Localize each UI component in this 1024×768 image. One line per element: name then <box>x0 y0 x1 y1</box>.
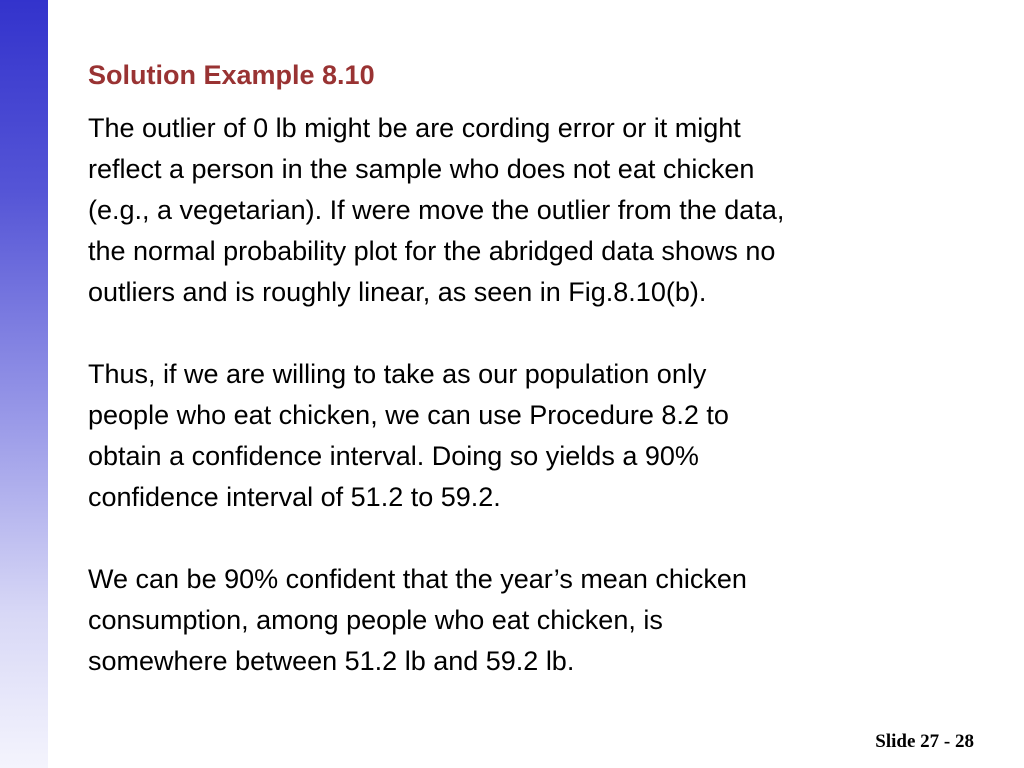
paragraph-line: We can be 90% confident that the year’s mean chicken <box>88 564 747 594</box>
paragraph-line: the normal probability plot for the abridged data shows no <box>88 236 776 266</box>
paragraph-line: obtain a confidence interval. Doing so yields a 90% <box>88 441 699 471</box>
paragraph-line: somewhere between 51.2 lb and 59.2 lb. <box>88 646 575 676</box>
slide-number: Slide 27 - 28 <box>875 731 974 752</box>
paragraph-conclusion <box>88 559 988 682</box>
slide-title: Solution Example 8.10 <box>88 60 375 90</box>
side-gradient-bar <box>0 0 48 768</box>
slide-content <box>88 58 988 682</box>
paragraph-line: outliers and is roughly linear, as seen in Fig.8.10(b). <box>88 277 707 307</box>
paragraph-line: Thus, if we are willing to take as our population only <box>88 359 707 389</box>
paragraph-procedure <box>88 354 988 518</box>
paragraph-outlier <box>88 108 988 313</box>
paragraph-line: The outlier of 0 lb might be are cording error or it might <box>88 113 741 143</box>
paragraph-line: people who eat chicken, we can use Procedure 8.2 to <box>88 400 729 430</box>
paragraph-line: confidence interval of 51.2 to 59.2. <box>88 482 501 512</box>
paragraph-line: reflect a person in the sample who does not eat chicken <box>88 154 755 184</box>
paragraph-line: consumption, among people who eat chicken, is <box>88 605 663 635</box>
paragraph-line: (e.g., a vegetarian). If were move the outlier from the data, <box>88 195 785 225</box>
paragraph-gap <box>88 313 988 354</box>
paragraph-gap <box>88 518 988 559</box>
